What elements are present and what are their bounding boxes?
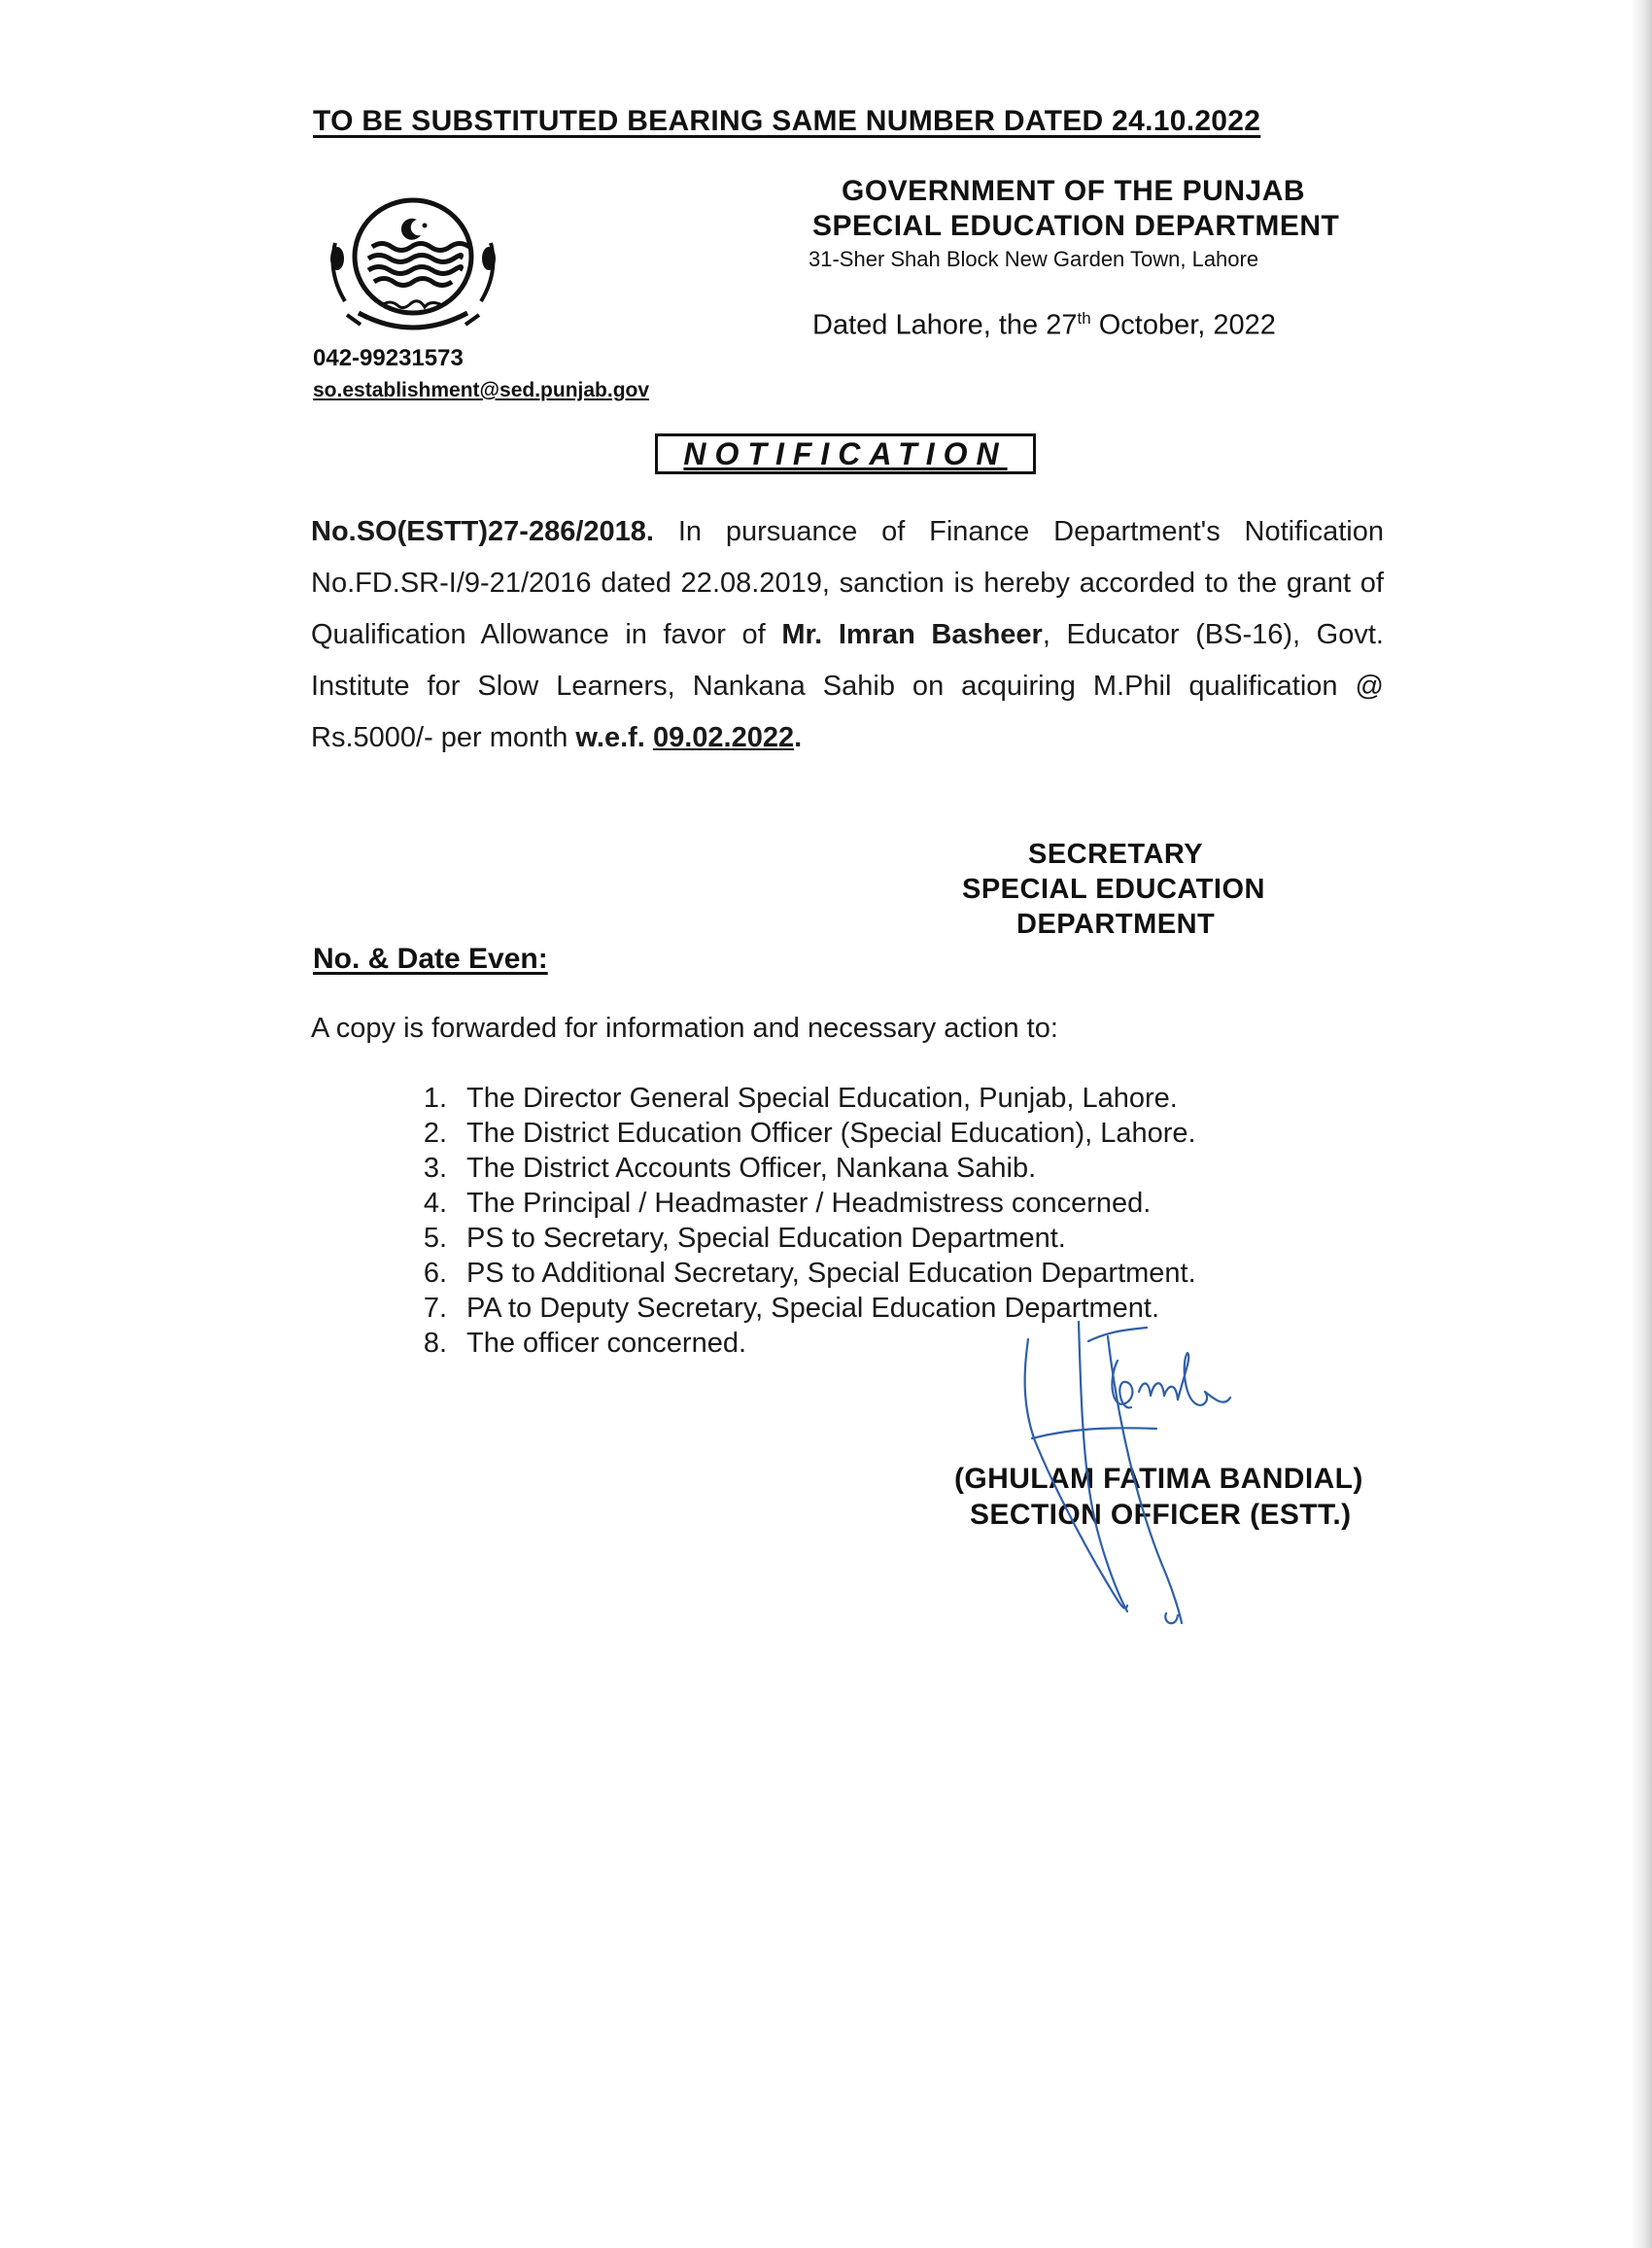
list-item: 4. The Principal / Headmaster / Headmistress concerned.	[423, 1188, 1152, 1219]
government-title: GOVERNMENT OF THE PUNJAB	[842, 175, 1306, 207]
forward-text: A copy is forwarded for information and necessary action to:	[311, 1013, 1058, 1044]
issue-date: Dated Lahore, the 27th October, 2022	[812, 309, 1276, 341]
notification-body: No.SO(ESTT)27-286/2018. In pursuance of Finance Department's Notification No.FD.SR-I/9-21/2016 dated 22.08.2019, sanction is hereby accorded to the grant of Qualification Allowance in favor of Mr. Imran Basheer, Educator (BS-16), Govt. Institute for Slow Learners, Nankana Sahib on acquiring M.Phil qualification @ Rs.5000/- per month w.e.f. 09.02.2022.	[311, 516, 1384, 753]
handwritten-signature	[1011, 1302, 1263, 1633]
department-address: 31-Sher Shah Block New Garden Town, Lahore	[809, 247, 1259, 271]
even-heading: No. & Date Even:	[313, 943, 548, 975]
list-item: 3. The District Accounts Officer, Nankana Sahib.	[423, 1153, 1037, 1184]
contact-phone: 042-99231573	[313, 345, 464, 371]
list-item: 5. PS to Secretary, Special Education Department.	[423, 1223, 1066, 1254]
secretary-line-2: SPECIAL EDUCATION	[962, 874, 1265, 905]
notification-title: NOTIFICATION	[655, 433, 1036, 474]
secretary-line-1: SECRETARY	[1028, 839, 1204, 870]
effective-date: 09.02.2022	[652, 722, 795, 753]
secretary-line-3: DEPARTMENT	[1016, 909, 1216, 940]
contact-email[interactable]: so.establishment@sed.punjab.gov	[313, 379, 650, 401]
signatory-name: (GHULAM FATIMA BANDIAL)	[954, 1463, 1363, 1495]
list-item: 6. PS to Additional Secretary, Special Education Department.	[423, 1258, 1196, 1289]
signatory-title: SECTION OFFICER (ESTT.)	[970, 1499, 1352, 1531]
punjab-emblem-icon	[324, 187, 508, 352]
page-edge-shadow	[1631, 0, 1652, 2248]
list-item: 1. The Director General Special Education, Punjab, Lahore.	[423, 1083, 1178, 1114]
substitution-note: TO BE SUBSTITUTED BEARING SAME NUMBER DATED 24.10.2022	[313, 105, 1261, 137]
list-item: 2. The District Education Officer (Special Education), Lahore.	[423, 1118, 1196, 1149]
list-item: 8. The officer concerned.	[423, 1328, 747, 1359]
department-title: SPECIAL EDUCATION DEPARTMENT	[812, 210, 1340, 242]
notification-number: No.SO(ESTT)27-286/2018.	[311, 516, 654, 547]
list-item: 7. PA to Deputy Secretary, Special Education Department.	[423, 1293, 1160, 1324]
employee-name: Mr. Imran Basheer	[781, 619, 1043, 650]
